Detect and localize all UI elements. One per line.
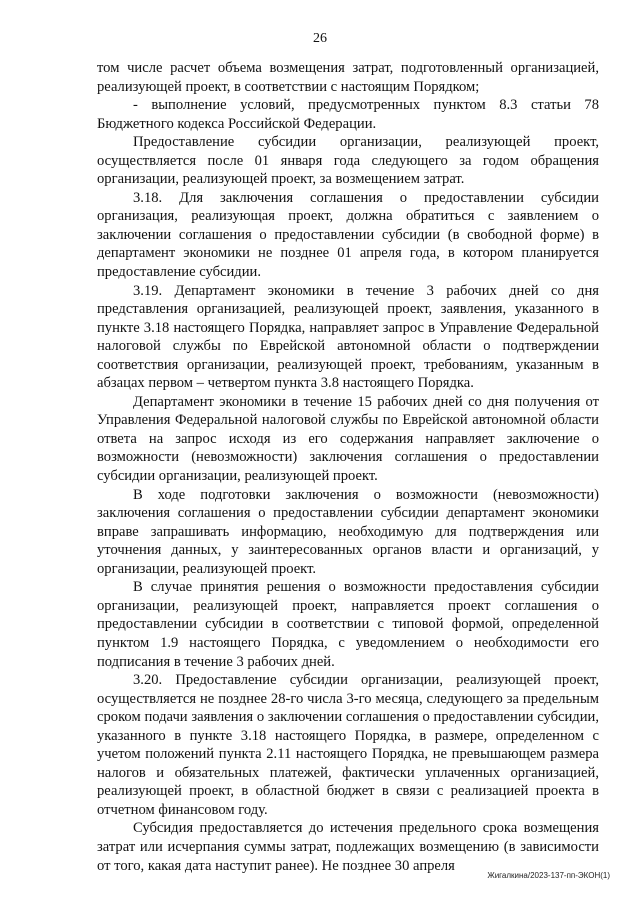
paragraph-7: В ходе подготовки заключения о возможности (невозможности) заключения соглашения о предоставлении субсидии департамент экономики вправе запрашивать информацию, необходимую для подтверждения или уточнения данных, у заинтересованных органов власти и организаций, у организации, реализующей проект. <box>97 486 599 577</box>
paragraph-8: В случае принятия решения о возможности предоставления субсидии организации, реализующей проект, направляется проект соглашения о предоставлении субсидии в соответствии с типовой формой, определенной пунктом 1.9 настоящего Порядка, с уведомлением о необходимости его подписания в течение 3 рабочих дней. <box>97 579 599 670</box>
paragraph-1: том числе расчет объема возмещения затрат, подготовленный организацией, реализующей проект, в соответствии с настоящим Порядком; <box>97 60 599 95</box>
paragraph-10: Субсидия предоставляется до истечения предельного срока возмещения затрат или исчерпания суммы затрат, подлежащих возмещению (в зависимости от того, какая дата наступит ранее). Не позднее 30 апреля <box>97 820 599 874</box>
page-number: 26 <box>313 31 327 46</box>
document-body <box>97 59 599 875</box>
paragraph-4: 3.18. Для заключения соглашения о предоставлении субсидии организация, реализующая проект, должна обратиться с заявлением о заключении соглашения о предоставлении субсидии (в свободной форме) в департамент экономики не позднее 01 апреля года, в котором планируется предоставление субсидии. <box>97 189 599 281</box>
paragraph-2: - выполнение условий, предусмотренных пунктом 8.3 статьи 78 Бюджетного кодекса Российской Федерации. <box>97 97 599 132</box>
paragraph-9: 3.20. Предоставление субсидии организации, реализующей проект, осуществляется не позднее 28-го числа 3-го месяца, следующего за предельным сроком подачи заявления о заключении соглашения о предоставлении субсидии, указанного в пункте 3.18 настоящего Порядка, в размере, определенном с учетом положений пункта 2.11 настоящего Порядка, не превышающем размера налогов и обязательных платежей, фактически уплаченных организацией, реализующей проект, в областной бюджет в связи с реализацией проекта в отчетном финансовом году. <box>97 672 599 818</box>
paragraph-5: 3.19. Департамент экономики в течение 3 рабочих дней со дня представления организацией, реализующей проект, заявления, указанного в пункте 3.18 настоящего Порядка, направляет запрос в Управление Федеральной налоговой службы по Еврейской автономной области о подтверждении соответствия организации, реализующей проект, требованиям, указанным в абзацах первом – четвертом пункта 3.8 настоящего Порядка. <box>97 282 599 392</box>
paragraph-6: Департамент экономики в течение 15 рабочих дней со дня получения от Управления Федеральной налоговой службы по Еврейской автономной области ответа на запрос исходя из его содержания направляет заключение о возможности (невозможности) заключения соглашения о предоставлении субсидии организации, реализующей проект. <box>97 393 599 485</box>
footer-document-code: Жигалкина/2023-137-пп-ЭКОН(1) <box>487 871 610 880</box>
paragraph-3: Предоставление субсидии организации, реализующей проект, осуществляется после 01 января года следующего за годом обращения организации, реализующей проект, за возмещением затрат. <box>97 134 599 188</box>
